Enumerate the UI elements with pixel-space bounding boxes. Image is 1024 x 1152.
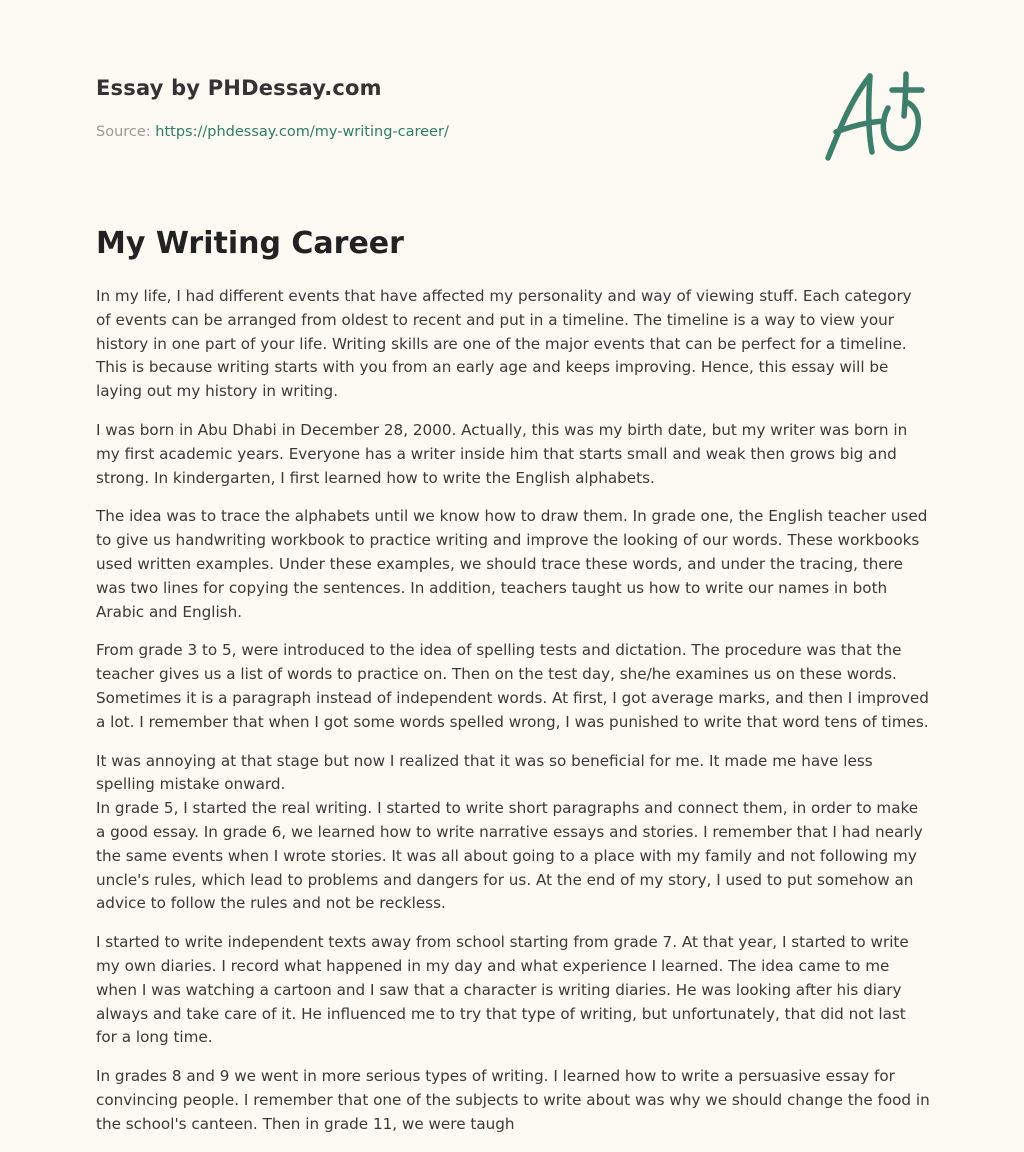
essay-paragraph: The idea was to trace the alphabets until we know how to draw them. In grade one, the English teacher used to give us handwriting workbook to practice writing and improve the looking of our words. These workbooks used written examples. Under these examples, we should trace these words, and under the tracing, there was two lines for copying the sentences. In addition, teachers taught us how to write our names in both Arabic and English. [96,507,928,621]
essay-paragraph: It was annoying at that stage but now I realized that it was so beneficial for me. It made me have less spelling mistake onward. In grade 5, I started the real writing. I started to write short paragraphs and connect them, in order to make a good essay. In grade 6, we learned how to write narrative essays and stories. I remember that I had nearly the same events when I wrote stories. It was all about going to a place with my family and not following my uncle's rules, which lead to problems and dangers for us. At the end of my story, I used to put somehow an advice to follow the rules and not be reckless. [96,751,923,913]
essay-paragraph: I was born in Abu Dhabi in December 28, 2000. Actually, this was my birth date, but my writer was born in my first academic years. Everyone has a writer inside him that starts small and weak then grows big and strong. In kindergarten, I first learned how to write the English alphabets. [96,420,908,487]
site-brand: Essay by PHDessay.com [96,76,382,100]
essay-paragraph: In my life, I had different events that have affected my personality and way of viewing stuff. Each category of events can be arranged from oldest to recent and put in a timeline. The timeline is a way to view your history in one part of your life. Writing skills are one of the major events that can be perfect for a timeline. This is because writing starts with you from an early age and keeps improving. Hence, this essay will be laying out my history in writing. [96,287,912,401]
essay-paragraph: From grade 3 to 5, were introduced to the idea of spelling tests and dictation. The procedure was that the teacher gives us a list of words to practice on. Then on the test day, she/he examines us on these words. Sometimes it is a paragraph instead of independent words. At first, I got average marks, and then I improved a lot. I remember that when I got some words spelled wrong, I was punished to write that word tens of times. [96,641,929,731]
source-label: Source: [96,124,156,140]
source-line [96,124,449,140]
a-plus-logo-icon [818,66,930,166]
essay-title: My Writing Career [96,226,404,261]
source-link[interactable]: https://phdessay.com/my-writing-career/ [155,124,449,140]
essay-body [96,285,930,1152]
essay-paragraph: I started to write independent texts away from school starting from grade 7. At that year, I started to write my own diaries. I record what happened in my day and what experience I learned. The idea came to me when I was watching a cartoon and I saw that a character is writing diaries. He was looking after his diary always and take care of it. He influenced me to try that type of writing, but unfortunately, that did not last for a long time. [96,933,909,1047]
essay-paragraph: In grades 8 and 9 we went in more serious types of writing. I learned how to write a persuasive essay for convincing people. I remember that one of the subjects to write about was why we should change the food in the school's canteen. Then in grade 11, we were taugh [96,1067,930,1133]
